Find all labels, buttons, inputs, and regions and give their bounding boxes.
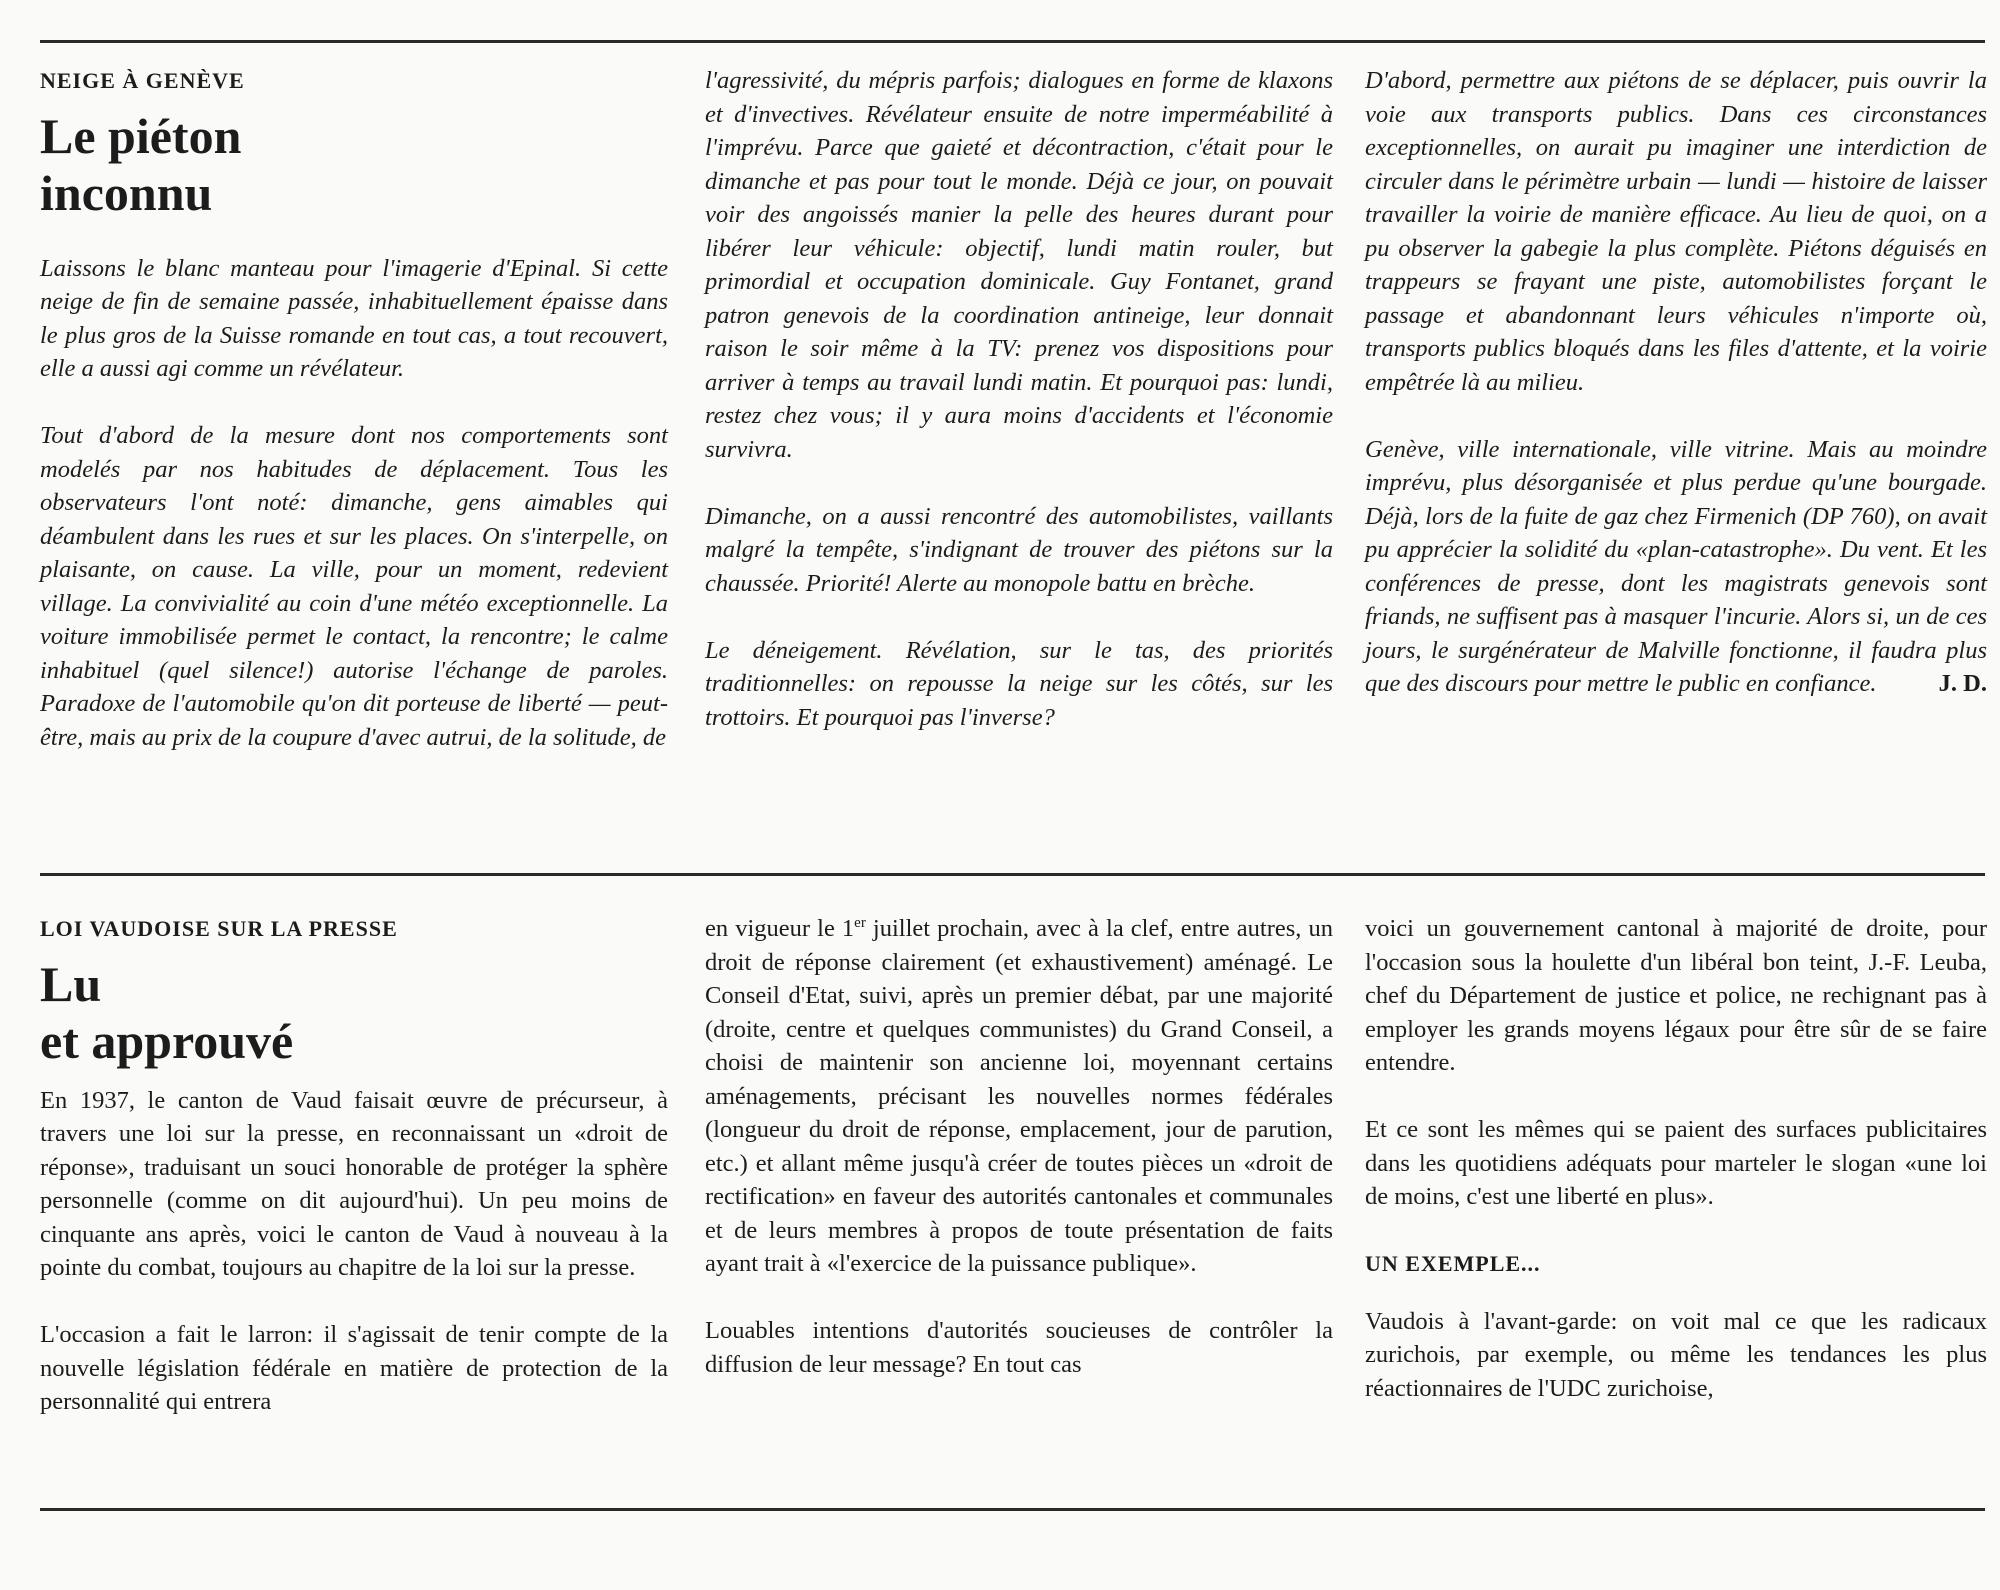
article2-title-line-1: Lu: [40, 955, 102, 1012]
article1-title-line-2: inconnu: [40, 164, 213, 221]
article1-title: [40, 108, 668, 222]
article2-text: en vigueur le 1: [705, 915, 855, 942]
article1-paragraph: [1365, 433, 1987, 701]
top-rule: [40, 40, 1985, 43]
article1-paragraph: Dimanche, on a aussi rencontré des automobilistes, vaillants malgré la tempête, s'indignant de trouver des piétons sur la chaussée. Priorité! Alerte au monopole battu en brèche.: [705, 502, 1333, 597]
ordinal-superscript: er: [854, 914, 866, 931]
article1-kicker: NEIGE À GENÈVE: [40, 68, 245, 93]
article1-column-2: [705, 64, 1333, 734]
article2-title-line-2: et approuvé: [40, 1012, 294, 1069]
article1-column-3: [1365, 64, 1987, 701]
article1-paragraph: l'agressivité, du mépris parfois; dialogues en forme de klaxons et d'invectives. Révélateur ensuite de notre imperméabilité à l'imprévu. Parce que gaieté et décontraction, c'était pour le dimanche et pas pour tout le monde. Déjà ce jour, on pouvait voir des angoissés manier la pelle des heures durant pour libérer leur véhicule: objectif, lundi matin rouler, but primordial et occupation dominicale. Guy Fontanet, grand patron genevois de la coordination antineige, leur donnait raison le soir même à la TV: prenez vos dispositions pour arriver à temps au travail lundi matin. Et pourquoi pas: lundi, restez chez vous; il y aura moins d'accidents et l'économie survivra.: [705, 67, 1333, 463]
article2-paragraph: En 1937, le canton de Vaud faisait œuvre de précurseur, à travers une loi sur la presse, en reconnaissant un «droit de réponse», traduisant un souci honorable de protéger la sphère personnelle (comme on dit aujourd'hui). Un peu moins de cinquante ans après, voici le canton de Vaud à nouveau à la pointe du combat, toujours au chapitre de la loi sur la presse.: [40, 1086, 668, 1281]
article2-column-2: [705, 912, 1333, 1381]
article2-kicker: LOI VAUDOISE SUR LA PRESSE: [40, 916, 398, 941]
article2-column-1: [40, 912, 668, 1419]
article2-column-3: [1365, 912, 1987, 1405]
article2-paragraph: Louables intentions d'autorités soucieuses de contrôler la diffusion de leur message? En tout cas: [705, 1317, 1333, 1378]
article1-paragraph: Le déneigement. Révélation, sur le tas, des priorités traditionnelles: on repousse la neige sur les côtés, sur les trottoirs. Et pourquoi pas l'inverse?: [705, 636, 1333, 731]
article1-column-1: [40, 64, 668, 754]
article2-paragraph: [705, 912, 1333, 1281]
author-signature: J. D.: [1938, 670, 1987, 697]
article1-paragraph: Laissons le blanc manteau pour l'imagerie d'Epinal. Si cette neige de fin de semaine passée, inhabituellement épaisse dans le plus gros de la Suisse romande en tout cas, a tout recouvert, elle a aussi agi comme un révélateur.: [40, 254, 668, 382]
bottom-rule: [40, 1508, 1985, 1511]
section-divider-rule: [40, 873, 1985, 876]
article2-text: juillet prochain, avec à la clef, entre autres, un droit de réponse clairement (et exhaustivement) aménagé. Le Conseil d'Etat, suivi, après un premier débat, par une majorité (droite, centre et quelques communistes) du Grand Conseil, a choisi de maintenir son ancienne loi, moyennant certains aménagements, précisant les nouvelles normes fédérales (longueur du droit de réponse, emplacement, jour de parution, etc.) et allant même jusqu'à créer de toutes pièces un «droit de rectification» en faveur des autorités cantonales et communales et de leurs membres à propos de toute présentation de faits ayant trait à «l'exercice de la puissance publique».: [705, 915, 1333, 1277]
article1-paragraph: D'abord, permettre aux piétons de se déplacer, puis ouvrir la voie aux transports publics. Dans ces circonstances exceptionnelles, on aurait pu imaginer une interdiction de circuler dans le périmètre urbain — lundi — histoire de laisser travailler la voirie de manière efficace. Au lieu de quoi, on a pu observer la gabegie la plus complète. Piétons déguisés en trappeurs se frayant une piste, automobilistes forçant le passage et abandonnant leurs véhicules n'importe où, transports publics bloqués dans les files d'attente, et la voirie empêtrée là au milieu.: [1365, 67, 1987, 396]
article1-paragraph: Tout d'abord de la mesure dont nos comportements sont modelés par nos habitudes de déplacement. Tous les observateurs l'ont noté: dimanche, gens aimables qui déambulent dans les rues et sur les places. On s'interpelle, on plaisante, on cause. La ville, pour un moment, redevient village. La convivialité au coin d'une météo exceptionnelle. La voiture immobilisée permet le contact, la rencontre; le calme inhabituel (quel silence!) autorise l'échange de paroles. Paradoxe de l'automobile qu'on dit porteuse de liberté — peut-être, mais au prix de la coupure d'avec autrui, de la solitude, de: [40, 422, 668, 751]
article2-paragraph: Et ce sont les mêmes qui se paient des surfaces publicitaires dans les quotidiens adéquats pour marteler le slogan «une loi de moins, c'est une liberté en plus».: [1365, 1116, 1987, 1210]
article2-paragraph: L'occasion a fait le larron: il s'agissait de tenir compte de la nouvelle législation fédérale en matière de protection de la personnalité qui entrera: [40, 1321, 668, 1415]
article2-subhead: UN EXEMPLE...: [1365, 1251, 1541, 1276]
article2-title: [40, 956, 668, 1070]
article1-closing-text: Genève, ville internationale, ville vitrine. Mais au moindre imprévu, plus désorganisée et plus perdue qu'une bourgade. Déjà, lors de la fuite de gaz chez Firmenich (DP 760), on avait pu apprécier la solidité du «plan-catastrophe». Du vent. Et les conférences de presse, dont les magistrats genevois sont friands, ne suffisent pas à masquer l'incurie. Alors si, un de ces jours, le surgénérateur de Malville fonctionne, il faudra plus que des discours pour mettre le public en confiance.: [1365, 435, 1987, 697]
article2-paragraph: Vaudois à l'avant-garde: on voit mal ce que les radicaux zurichois, par exemple, ou même les tendances les plus réactionnaires de l'UDC zurichoise,: [1365, 1307, 1987, 1402]
article2-paragraph: voici un gouvernement cantonal à majorité de droite, pour l'occasion sous la houlette d'un libéral bon teint, J.-F. Leuba, chef du Département de justice et police, ne rechignant pas à employer les grands moyens légaux pour être sûr de se faire entendre.: [1365, 915, 1987, 1076]
article1-title-line-1: Le piéton: [40, 107, 242, 164]
